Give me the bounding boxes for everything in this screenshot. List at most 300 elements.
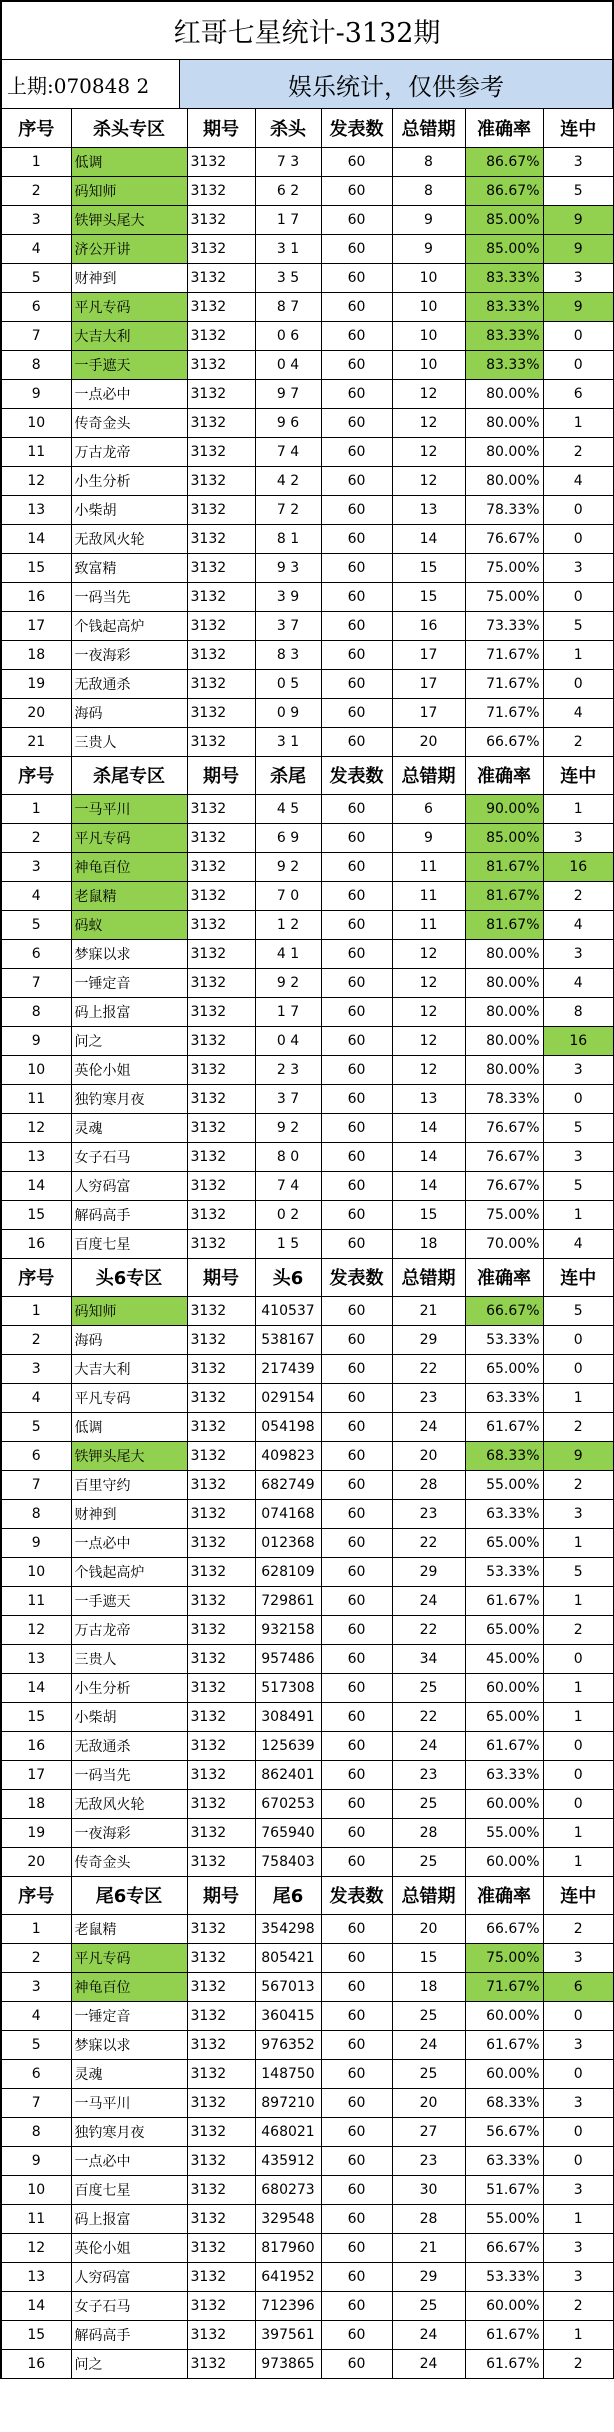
cell-value: 7 4 bbox=[255, 437, 321, 466]
cell-posts: 60 bbox=[321, 1789, 392, 1818]
cell-issue: 3132 bbox=[187, 524, 255, 553]
section-header-row bbox=[2, 756, 614, 794]
cell-misses: 20 bbox=[392, 1914, 465, 1943]
cell-issue: 3132 bbox=[187, 234, 255, 263]
cell-misses: 14 bbox=[392, 1142, 465, 1171]
cell-accuracy: 86.67% bbox=[465, 147, 543, 176]
cell-posts: 60 bbox=[321, 611, 392, 640]
cell-issue: 3132 bbox=[187, 495, 255, 524]
column-header-accuracy: 准确率 bbox=[465, 109, 543, 147]
cell-accuracy: 55.00% bbox=[465, 2204, 543, 2233]
cell-posts: 60 bbox=[321, 1055, 392, 1084]
cell-issue: 3132 bbox=[187, 1200, 255, 1229]
cell-accuracy: 61.67% bbox=[465, 1586, 543, 1615]
cell-posts: 60 bbox=[321, 1383, 392, 1412]
cell-accuracy: 65.00% bbox=[465, 1702, 543, 1731]
cell-index: 8 bbox=[2, 350, 71, 379]
cell-streak: 3 bbox=[543, 939, 614, 968]
column-header-posts: 发表数 bbox=[321, 109, 392, 147]
cell-name: 独钓寒月夜 bbox=[71, 2117, 187, 2146]
table-row bbox=[2, 968, 614, 997]
cell-issue: 3132 bbox=[187, 1528, 255, 1557]
cell-streak: 0 bbox=[543, 350, 614, 379]
cell-posts: 60 bbox=[321, 1528, 392, 1557]
cell-misses: 28 bbox=[392, 1818, 465, 1847]
cell-index: 4 bbox=[2, 881, 71, 910]
cell-misses: 15 bbox=[392, 553, 465, 582]
cell-accuracy: 71.67% bbox=[465, 1972, 543, 2001]
cell-accuracy: 65.00% bbox=[465, 1528, 543, 1557]
cell-value: 8 3 bbox=[255, 640, 321, 669]
cell-name: 小生分析 bbox=[71, 466, 187, 495]
cell-name: 独钓寒月夜 bbox=[71, 1084, 187, 1113]
table-row bbox=[2, 1470, 614, 1499]
table-row bbox=[2, 1557, 614, 1586]
cell-misses: 27 bbox=[392, 2117, 465, 2146]
cell-misses: 24 bbox=[392, 2320, 465, 2349]
cell-misses: 12 bbox=[392, 408, 465, 437]
cell-accuracy: 55.00% bbox=[465, 1470, 543, 1499]
cell-misses: 17 bbox=[392, 698, 465, 727]
cell-index: 20 bbox=[2, 698, 71, 727]
cell-index: 5 bbox=[2, 2030, 71, 2059]
table-row bbox=[2, 1702, 614, 1731]
table-row bbox=[2, 1200, 614, 1229]
cell-accuracy: 78.33% bbox=[465, 495, 543, 524]
column-header-value: 杀头 bbox=[255, 109, 321, 147]
cell-index: 15 bbox=[2, 1200, 71, 1229]
cell-accuracy: 75.00% bbox=[465, 1200, 543, 1229]
cell-accuracy: 76.67% bbox=[465, 1142, 543, 1171]
cell-accuracy: 80.00% bbox=[465, 379, 543, 408]
table-row bbox=[2, 205, 614, 234]
cell-misses: 9 bbox=[392, 823, 465, 852]
cell-index: 4 bbox=[2, 234, 71, 263]
column-header-name: 杀头专区 bbox=[71, 109, 187, 147]
cell-issue: 3132 bbox=[187, 582, 255, 611]
cell-issue: 3132 bbox=[187, 321, 255, 350]
cell-streak: 1 bbox=[543, 1818, 614, 1847]
cell-posts: 60 bbox=[321, 2001, 392, 2030]
cell-posts: 60 bbox=[321, 640, 392, 669]
cell-name: 一点必中 bbox=[71, 2146, 187, 2175]
table-row bbox=[2, 292, 614, 321]
cell-name: 人穷码富 bbox=[71, 2262, 187, 2291]
table-row bbox=[2, 408, 614, 437]
cell-posts: 60 bbox=[321, 794, 392, 823]
cell-posts: 60 bbox=[321, 1586, 392, 1615]
cell-streak: 3 bbox=[543, 1943, 614, 1972]
cell-posts: 60 bbox=[321, 698, 392, 727]
cell-accuracy: 80.00% bbox=[465, 408, 543, 437]
cell-misses: 23 bbox=[392, 1760, 465, 1789]
cell-posts: 60 bbox=[321, 495, 392, 524]
cell-accuracy: 66.67% bbox=[465, 1914, 543, 1943]
cell-streak: 0 bbox=[543, 1731, 614, 1760]
cell-issue: 3132 bbox=[187, 553, 255, 582]
cell-streak: 0 bbox=[543, 1084, 614, 1113]
cell-index: 21 bbox=[2, 727, 71, 756]
column-header-index: 序号 bbox=[2, 1876, 71, 1914]
cell-streak: 2 bbox=[543, 727, 614, 756]
cell-misses: 17 bbox=[392, 640, 465, 669]
cell-value: 468021 bbox=[255, 2117, 321, 2146]
cell-misses: 11 bbox=[392, 910, 465, 939]
cell-name: 平凡专码 bbox=[71, 292, 187, 321]
cell-issue: 3132 bbox=[187, 147, 255, 176]
cell-posts: 60 bbox=[321, 176, 392, 205]
cell-name: 铁钾头尾大 bbox=[71, 1441, 187, 1470]
cell-value: 1 2 bbox=[255, 910, 321, 939]
cell-accuracy: 51.67% bbox=[465, 2175, 543, 2204]
cell-index: 1 bbox=[2, 147, 71, 176]
cell-index: 12 bbox=[2, 2233, 71, 2262]
cell-streak: 9 bbox=[543, 1441, 614, 1470]
cell-value: 4 5 bbox=[255, 794, 321, 823]
cell-accuracy: 73.33% bbox=[465, 611, 543, 640]
cell-value: 074168 bbox=[255, 1499, 321, 1528]
cell-index: 4 bbox=[2, 1383, 71, 1412]
cell-accuracy: 60.00% bbox=[465, 1789, 543, 1818]
cell-index: 3 bbox=[2, 1354, 71, 1383]
cell-posts: 60 bbox=[321, 1354, 392, 1383]
cell-streak: 2 bbox=[543, 2349, 614, 2378]
cell-streak: 3 bbox=[543, 2262, 614, 2291]
cell-name: 一马平川 bbox=[71, 794, 187, 823]
cell-misses: 12 bbox=[392, 997, 465, 1026]
cell-accuracy: 66.67% bbox=[465, 1296, 543, 1325]
sheet-title: 红哥七星统计-3132期 bbox=[2, 2, 614, 60]
cell-misses: 9 bbox=[392, 205, 465, 234]
cell-accuracy: 81.67% bbox=[465, 852, 543, 881]
table-row bbox=[2, 1026, 614, 1055]
cell-posts: 60 bbox=[321, 2059, 392, 2088]
cell-misses: 24 bbox=[392, 1412, 465, 1441]
cell-streak: 0 bbox=[543, 524, 614, 553]
table-row bbox=[2, 2320, 614, 2349]
cell-name: 海码 bbox=[71, 698, 187, 727]
cell-index: 2 bbox=[2, 823, 71, 852]
table-row bbox=[2, 1528, 614, 1557]
cell-misses: 14 bbox=[392, 1171, 465, 1200]
cell-accuracy: 65.00% bbox=[465, 1615, 543, 1644]
cell-value: 729861 bbox=[255, 1586, 321, 1615]
cell-issue: 3132 bbox=[187, 466, 255, 495]
cell-name: 大吉大利 bbox=[71, 321, 187, 350]
cell-misses: 22 bbox=[392, 1354, 465, 1383]
cell-issue: 3132 bbox=[187, 727, 255, 756]
cell-value: 765940 bbox=[255, 1818, 321, 1847]
cell-name: 码知师 bbox=[71, 176, 187, 205]
table-row bbox=[2, 1412, 614, 1441]
table-row bbox=[2, 2291, 614, 2320]
cell-streak: 3 bbox=[543, 1142, 614, 1171]
cell-index: 3 bbox=[2, 852, 71, 881]
cell-misses: 28 bbox=[392, 1470, 465, 1499]
cell-index: 9 bbox=[2, 1528, 71, 1557]
cell-streak: 0 bbox=[543, 1760, 614, 1789]
cell-streak: 9 bbox=[543, 205, 614, 234]
cell-issue: 3132 bbox=[187, 910, 255, 939]
cell-index: 7 bbox=[2, 1470, 71, 1499]
column-header-misses: 总错期 bbox=[392, 1258, 465, 1296]
cell-name: 一点必中 bbox=[71, 379, 187, 408]
cell-index: 7 bbox=[2, 2088, 71, 2117]
cell-index: 18 bbox=[2, 640, 71, 669]
cell-streak: 5 bbox=[543, 176, 614, 205]
cell-index: 7 bbox=[2, 321, 71, 350]
cell-accuracy: 81.67% bbox=[465, 910, 543, 939]
cell-issue: 3132 bbox=[187, 176, 255, 205]
cell-name: 无敌通杀 bbox=[71, 1731, 187, 1760]
cell-index: 13 bbox=[2, 495, 71, 524]
cell-value: 125639 bbox=[255, 1731, 321, 1760]
cell-issue: 3132 bbox=[187, 1412, 255, 1441]
cell-issue: 3132 bbox=[187, 2349, 255, 2378]
table-row bbox=[2, 553, 614, 582]
cell-name: 梦寐以求 bbox=[71, 939, 187, 968]
cell-accuracy: 75.00% bbox=[465, 1943, 543, 1972]
table-row bbox=[2, 350, 614, 379]
cell-name: 一点必中 bbox=[71, 1528, 187, 1557]
cell-value: 682749 bbox=[255, 1470, 321, 1499]
cell-posts: 60 bbox=[321, 1441, 392, 1470]
cell-streak: 2 bbox=[543, 881, 614, 910]
cell-value: 957486 bbox=[255, 1644, 321, 1673]
cell-misses: 18 bbox=[392, 1229, 465, 1258]
cell-index: 14 bbox=[2, 524, 71, 553]
cell-accuracy: 80.00% bbox=[465, 1055, 543, 1084]
cell-issue: 3132 bbox=[187, 263, 255, 292]
cell-posts: 60 bbox=[321, 379, 392, 408]
cell-index: 9 bbox=[2, 379, 71, 408]
cell-name: 一锤定音 bbox=[71, 968, 187, 997]
cell-value: 1 7 bbox=[255, 997, 321, 1026]
cell-streak: 3 bbox=[543, 2175, 614, 2204]
cell-index: 13 bbox=[2, 1644, 71, 1673]
table-row bbox=[2, 997, 614, 1026]
cell-misses: 13 bbox=[392, 495, 465, 524]
cell-posts: 60 bbox=[321, 1229, 392, 1258]
table-row bbox=[2, 1296, 614, 1325]
cell-posts: 60 bbox=[321, 968, 392, 997]
column-header-index: 序号 bbox=[2, 109, 71, 147]
cell-posts: 60 bbox=[321, 2204, 392, 2233]
cell-posts: 60 bbox=[321, 852, 392, 881]
cell-index: 18 bbox=[2, 1789, 71, 1818]
cell-accuracy: 53.33% bbox=[465, 1557, 543, 1586]
cell-accuracy: 53.33% bbox=[465, 2262, 543, 2291]
cell-issue: 3132 bbox=[187, 1847, 255, 1876]
cell-index: 2 bbox=[2, 176, 71, 205]
table-row bbox=[2, 1113, 614, 1142]
cell-issue: 3132 bbox=[187, 939, 255, 968]
cell-value: 3 9 bbox=[255, 582, 321, 611]
section-header-row bbox=[2, 1258, 614, 1296]
cell-posts: 60 bbox=[321, 1615, 392, 1644]
column-header-issue: 期号 bbox=[187, 756, 255, 794]
table-row bbox=[2, 1499, 614, 1528]
cell-misses: 10 bbox=[392, 263, 465, 292]
column-header-name: 头6专区 bbox=[71, 1258, 187, 1296]
cell-streak: 16 bbox=[543, 1026, 614, 1055]
cell-accuracy: 83.33% bbox=[465, 350, 543, 379]
cell-streak: 0 bbox=[543, 1325, 614, 1354]
cell-issue: 3132 bbox=[187, 292, 255, 321]
cell-value: 360415 bbox=[255, 2001, 321, 2030]
cell-posts: 60 bbox=[321, 524, 392, 553]
section-header-row bbox=[2, 1876, 614, 1914]
cell-posts: 60 bbox=[321, 2349, 392, 2378]
cell-name: 女子石马 bbox=[71, 1142, 187, 1171]
cell-index: 9 bbox=[2, 2146, 71, 2175]
cell-name: 小柴胡 bbox=[71, 495, 187, 524]
cell-accuracy: 80.00% bbox=[465, 997, 543, 1026]
cell-accuracy: 60.00% bbox=[465, 2291, 543, 2320]
cell-name: 灵魂 bbox=[71, 1113, 187, 1142]
cell-streak: 2 bbox=[543, 1615, 614, 1644]
cell-streak: 3 bbox=[543, 1499, 614, 1528]
cell-issue: 3132 bbox=[187, 205, 255, 234]
cell-name: 万古龙帝 bbox=[71, 437, 187, 466]
cell-misses: 15 bbox=[392, 1200, 465, 1229]
cell-index: 16 bbox=[2, 1229, 71, 1258]
cell-issue: 3132 bbox=[187, 1914, 255, 1943]
cell-misses: 6 bbox=[392, 794, 465, 823]
column-header-accuracy: 准确率 bbox=[465, 1876, 543, 1914]
cell-index: 16 bbox=[2, 1731, 71, 1760]
table-row bbox=[2, 321, 614, 350]
cell-misses: 12 bbox=[392, 1055, 465, 1084]
cell-value: 973865 bbox=[255, 2349, 321, 2378]
cell-value: 2 3 bbox=[255, 1055, 321, 1084]
table-row bbox=[2, 2030, 614, 2059]
cell-streak: 8 bbox=[543, 997, 614, 1026]
cell-accuracy: 76.67% bbox=[465, 524, 543, 553]
cell-misses: 16 bbox=[392, 611, 465, 640]
cell-accuracy: 85.00% bbox=[465, 205, 543, 234]
cell-value: 538167 bbox=[255, 1325, 321, 1354]
cell-name: 个钱起高炉 bbox=[71, 1557, 187, 1586]
cell-issue: 3132 bbox=[187, 794, 255, 823]
cell-misses: 13 bbox=[392, 1084, 465, 1113]
cell-name: 梦寐以求 bbox=[71, 2030, 187, 2059]
cell-index: 12 bbox=[2, 1615, 71, 1644]
cell-value: 9 7 bbox=[255, 379, 321, 408]
cell-index: 14 bbox=[2, 1171, 71, 1200]
cell-misses: 28 bbox=[392, 2204, 465, 2233]
cell-streak: 1 bbox=[543, 794, 614, 823]
cell-index: 15 bbox=[2, 553, 71, 582]
cell-misses: 24 bbox=[392, 2349, 465, 2378]
cell-issue: 3132 bbox=[187, 1943, 255, 1972]
cell-accuracy: 81.67% bbox=[465, 881, 543, 910]
cell-misses: 22 bbox=[392, 1615, 465, 1644]
cell-posts: 60 bbox=[321, 2030, 392, 2059]
cell-name: 码蚁 bbox=[71, 910, 187, 939]
cell-misses: 23 bbox=[392, 2146, 465, 2175]
cell-value: 409823 bbox=[255, 1441, 321, 1470]
table-row bbox=[2, 1441, 614, 1470]
cell-misses: 25 bbox=[392, 1789, 465, 1818]
cell-accuracy: 71.67% bbox=[465, 698, 543, 727]
cell-name: 传奇金头 bbox=[71, 408, 187, 437]
cell-value: 0 9 bbox=[255, 698, 321, 727]
cell-issue: 3132 bbox=[187, 379, 255, 408]
cell-misses: 22 bbox=[392, 1528, 465, 1557]
cell-issue: 3132 bbox=[187, 1113, 255, 1142]
cell-issue: 3132 bbox=[187, 1325, 255, 1354]
cell-misses: 29 bbox=[392, 2262, 465, 2291]
cell-misses: 10 bbox=[392, 321, 465, 350]
cell-streak: 16 bbox=[543, 852, 614, 881]
cell-posts: 60 bbox=[321, 669, 392, 698]
cell-value: 976352 bbox=[255, 2030, 321, 2059]
table-row bbox=[2, 2175, 614, 2204]
table-row bbox=[2, 1325, 614, 1354]
cell-accuracy: 63.33% bbox=[465, 2146, 543, 2175]
cell-issue: 3132 bbox=[187, 1789, 255, 1818]
cell-streak: 0 bbox=[543, 321, 614, 350]
table-row bbox=[2, 2262, 614, 2291]
cell-name: 小柴胡 bbox=[71, 1702, 187, 1731]
cell-name: 英伦小姐 bbox=[71, 2233, 187, 2262]
cell-issue: 3132 bbox=[187, 1972, 255, 2001]
last-draw-label: 上期:070848 2 bbox=[2, 60, 180, 108]
cell-value: 9 2 bbox=[255, 852, 321, 881]
cell-issue: 3132 bbox=[187, 1296, 255, 1325]
cell-accuracy: 70.00% bbox=[465, 1229, 543, 1258]
cell-issue: 3132 bbox=[187, 1818, 255, 1847]
cell-misses: 22 bbox=[392, 1702, 465, 1731]
table-row bbox=[2, 1731, 614, 1760]
cell-issue: 3132 bbox=[187, 968, 255, 997]
table-row bbox=[2, 852, 614, 881]
column-header-issue: 期号 bbox=[187, 1876, 255, 1914]
cell-accuracy: 80.00% bbox=[465, 466, 543, 495]
cell-posts: 60 bbox=[321, 2262, 392, 2291]
cell-name: 万古龙帝 bbox=[71, 1615, 187, 1644]
table-row bbox=[2, 2204, 614, 2233]
cell-index: 11 bbox=[2, 437, 71, 466]
cell-value: 567013 bbox=[255, 1972, 321, 2001]
cell-name: 海码 bbox=[71, 1325, 187, 1354]
cell-index: 16 bbox=[2, 2349, 71, 2378]
cell-streak: 5 bbox=[543, 1557, 614, 1586]
cell-accuracy: 63.33% bbox=[465, 1760, 543, 1789]
cell-posts: 60 bbox=[321, 823, 392, 852]
cell-value: 012368 bbox=[255, 1528, 321, 1557]
cell-misses: 12 bbox=[392, 1026, 465, 1055]
cell-issue: 3132 bbox=[187, 2233, 255, 2262]
cell-misses: 24 bbox=[392, 2030, 465, 2059]
cell-issue: 3132 bbox=[187, 2262, 255, 2291]
cell-value: 3 7 bbox=[255, 611, 321, 640]
cell-name: 码知师 bbox=[71, 1296, 187, 1325]
cell-streak: 0 bbox=[543, 582, 614, 611]
cell-issue: 3132 bbox=[187, 1084, 255, 1113]
cell-name: 平凡专码 bbox=[71, 1383, 187, 1412]
cell-value: 897210 bbox=[255, 2088, 321, 2117]
cell-issue: 3132 bbox=[187, 640, 255, 669]
cell-name: 个钱起高炉 bbox=[71, 611, 187, 640]
cell-index: 17 bbox=[2, 611, 71, 640]
cell-misses: 25 bbox=[392, 1673, 465, 1702]
cell-index: 3 bbox=[2, 1972, 71, 2001]
cell-streak: 0 bbox=[543, 2059, 614, 2088]
cell-index: 15 bbox=[2, 2320, 71, 2349]
cell-value: 0 2 bbox=[255, 1200, 321, 1229]
